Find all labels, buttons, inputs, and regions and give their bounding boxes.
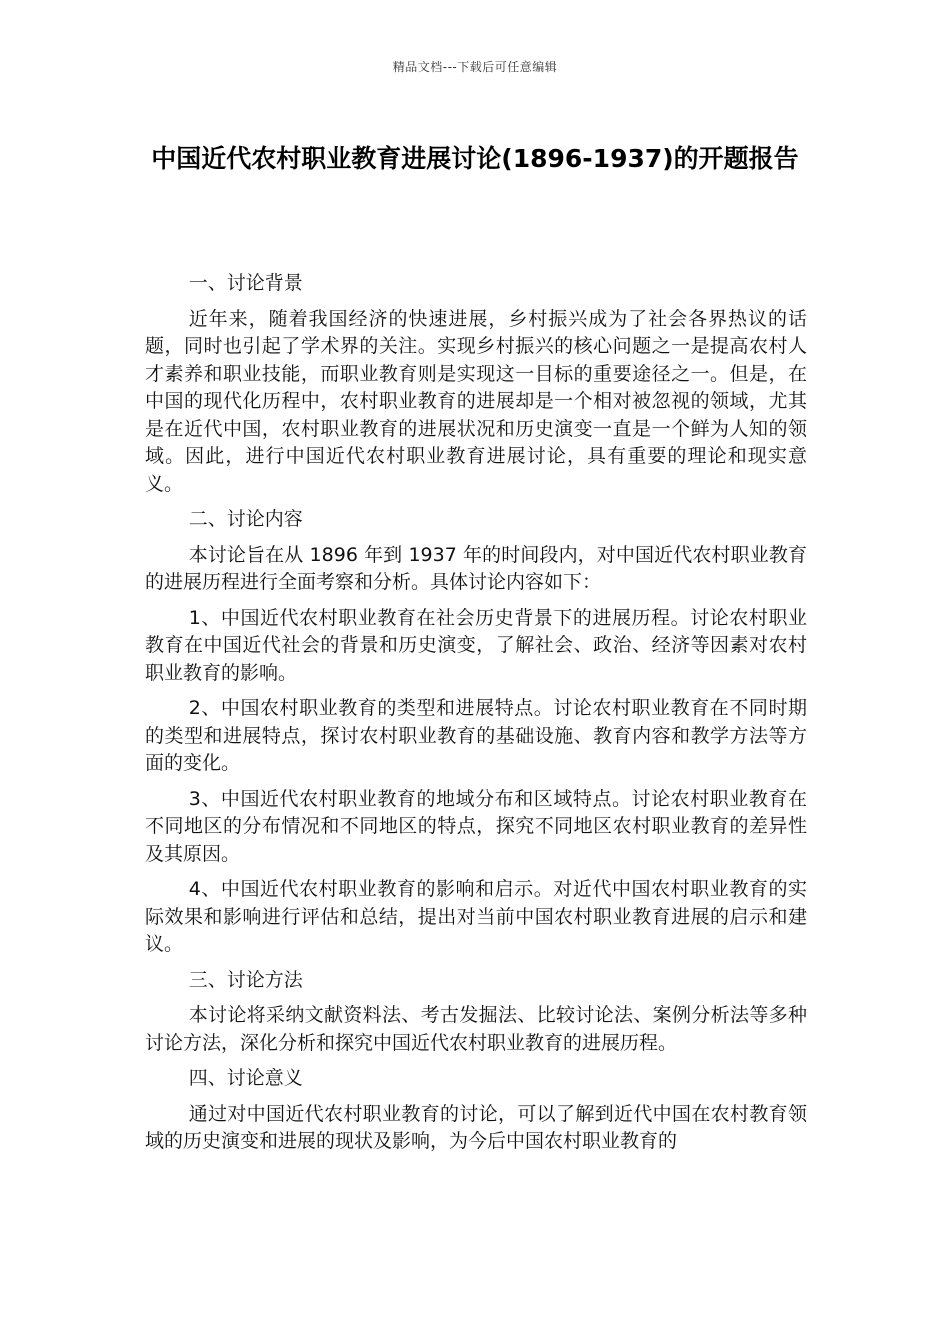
paragraph: 通过对中国近代农村职业教育的讨论，可以了解到近代中国在农村教育领域的历史演变和进展的现状及影响，为今后中国农村职业教育的 — [145, 1102, 807, 1152]
list-item: 4、中国近代农村职业教育的影响和启示。对近代中国农村职业教育的实际效果和影响进行评估和总结，提出对当前中国农村职业教育进展的启示和建议。 — [145, 878, 807, 955]
section-heading: 一、讨论背景 — [188, 272, 303, 294]
paragraph: 本讨论将采纳文献资料法、考古发掘法、比较讨论法、案例分析法等多种讨论方法，深化分析和探究中国近代农村职业教育的进展历程。 — [145, 1004, 807, 1054]
list-item: 3、中国近代农村职业教育的地域分布和区域特点。讨论农村职业教育在不同地区的分布情况和不同地区的特点，探究不同地区农村职业教育的差异性及其原因。 — [145, 787, 807, 865]
section-heading: 二、讨论内容 — [188, 508, 303, 530]
header-note: 精品文档---下载后可任意编辑 — [392, 60, 558, 74]
list-item: 2、中国农村职业教育的类型和进展特点。讨论农村职业教育在不同时期的类型和进展特点，探讨农村职业教育的基础设施、教育内容和教学方法等方面的变化。 — [145, 697, 807, 774]
section-heading: 四、讨论意义 — [188, 1067, 303, 1089]
paragraph: 近年来，随着我国经济的快速进展，乡村振兴成为了社会各界热议的话题，同时也引起了学术界的关注。实现乡村振兴的核心问题之一是提高农村人才素养和职业技能，而职业教育则是实现这一目标的重要途径之一。但是，在中国的现代化历程中，农村职业教育的进展却是一个相对被忽视的领域，尤其是在近代中国，农村职业教育的进展状况和历史演变一直是一个鲜为人知的领域。因此，进行中国近代农村职业教育进展讨论，具有重要的理论和现实意义。 — [145, 307, 807, 495]
document-body — [145, 270, 807, 1164]
paragraph: 本讨论旨在从 1896 年到 1937 年的时间段内，对中国近代农村职业教育的进展历程进行全面考察和分析。具体讨论内容如下： — [145, 543, 807, 593]
document-title: 中国近代农村职业教育进展讨论(1896-1937)的开题报告 — [151, 144, 799, 173]
list-item: 1、中国近代农村职业教育在社会历史背景下的进展历程。讨论农村职业教育在中国近代社会的背景和历史演变，了解社会、政治、经济等因素对农村职业教育的影响。 — [145, 606, 807, 684]
section-heading: 三、讨论方法 — [188, 968, 303, 991]
